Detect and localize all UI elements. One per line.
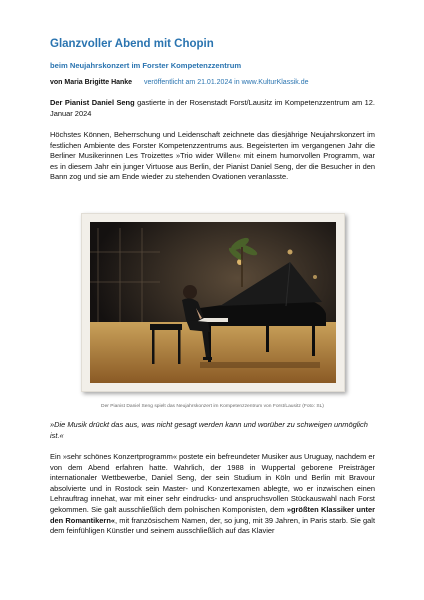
paragraph-3-bold: »größten Klassiker unter den Romantikern« (50, 504, 375, 525)
paragraph-3-part1: Ein »sehr schönes Konzertprogramm« postete ein befreundeter Musiker aus Uruguay, nachdem er von dem Abend erfahren hatte. Wahrlich, der 1988 in Wuppertal geborene Preisträger internationaler Wettbewerbe, Daniel Seng, der sein Studium in Köln und Berlin mit Bravour absolvierte und in Rostock sein Master- und Konzertexamen ablegte, wo er inzwischen einen Lehrauftrag innehat, war mit einer sehr eindrucks- und anspruchsvollen Stückauswahl nach Forst gekommen. Sie galt ausschließlich dem polnischen Komponisten, dem (50, 452, 375, 514)
publication-note[interactable]: veröffentlicht am 21.01.2024 in www.KulturKlassik.de (144, 79, 309, 86)
lead-bold: Der Pianist Daniel Seng (50, 98, 135, 107)
byline (50, 79, 309, 86)
photo-caption: Der Pianist Daniel Seng spielt das Neujahrskonzert im Kompetenzzentrum von Forst/Lausitz (Foto: SL) (101, 404, 324, 409)
article-subtitle: beim Neujahrskonzert im Forster Kompetenzzentrum (50, 61, 242, 70)
article-title: Glanzvoller Abend mit Chopin (50, 38, 214, 50)
paragraph-3-part2: , mit französischem Namen, der, so jung, mit 39 Jahren, in Paris starb. Sie galt dem feinfühligen Künstler und seinem ausschließlich auf das Klavier (50, 515, 376, 536)
paragraph-2: Höchstes Können, Beherrschung und Leidenschaft zeichnete das diesjährige Neujahrskonzert im festlichen Ambiente des Forster Kompetenzzentrums aus. Begeisterten im vergangenen Jahr die Berliner Musikerinnen Les Troizettes »Trio wider Willen« mit einem humorvollen Programm, war es in diesem Jahr ein junger Virtuose aus Berlin, der Pianist Daniel Seng, der die Besucher in den Bann zog und sie am Ende wieder zu stehenden Ovationen veranlasste. (50, 130, 375, 182)
piano-photo (90, 222, 336, 383)
lead-text: gastierte in der Rosenstadt Forst/Lausitz im Kompetenzzentrum am 12. Januar 2024 (50, 98, 375, 118)
pull-quote: »Die Musik drückt das aus, was nicht gesagt werden kann und worüber zu schweigen unmöglich ist.« (50, 420, 368, 440)
lead-paragraph (50, 98, 375, 119)
author-name: von Maria Brigitte Hanke (50, 79, 133, 86)
paragraph-3 (50, 452, 375, 537)
concert-photo-frame (81, 213, 345, 392)
